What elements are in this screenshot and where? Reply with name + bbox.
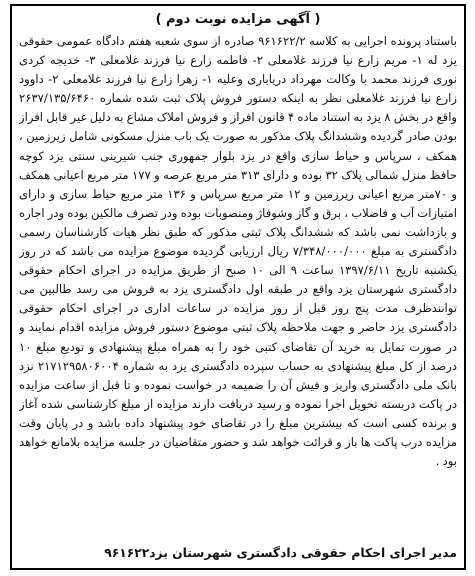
- auction-notice: [10, 4, 466, 570]
- notice-title: ( آگهی مزایده نوبت دوم ): [155, 12, 321, 27]
- notice-body: باستناد پرونده اجرایی به کلاسه ۹۶۱۶۲۲/۲ صادره از سوی شعبه هفتم دادگاه عمومی حقوقی یزد له ۱- مریم زارع نیا فرزند غلامعلی ۲- فاطمه زارع نیا فرزند غلامعلی ۳- خدیجه کردی نوری فرزند محمد با وکالت مهرداد دریاباری وعلیه ۱- زهرا زارع نیا فرزند غلامعلی ۲- داوود زارع نیا فرزند غلامعلی نظر به اینکه دستور فروش پلاک ثبت شده شماره ۲۶۳۷/۱۳۵/۶۴۶۰ واقع در بخش ۸ یزد به استناد ماده ۴ قانون افراز و فروش املاک مشاع به دلیل غیر قابل افراز بودن صادر گردیده وششدانگ پلاک مذکور به صورت یک باب منزل مسکونی شامل زیرزمین ، همکف ، سرپاس و حیاط سازی واقع در یزد بلوار جمهوری جنب شیرینی سنتی یزد کوچه حافظ منزل شمالی پلاک ۳۲ بوده و دارای ۳۱۳ متر مربع عرصه و ۱۷۷ متر مربع اعیانی همکف و ۷۰متر مربع اعیانی زیرزمین و ۱۲ متر مربع سرپاس و ۱۳۶ متر مربع حیاط سازی و دارای امتیازات آب و فاضلاب ، برق و گاز وشوفاژ ومنصوبات بوده ودر تصرف مالکین بوده ودر اجاره و بازداشت نمی باشد که ششدانگ پلاک ثبتی مذکور که طبق نظر هیات کارشناسان رسمی دادگستری به مبلغ ۷/۳۴۸/۰۰۰/۰۰۰ ریال ارزیابی گردیده موضوع مزایده می باشد که در روز یکشنبه تاریخ ۱۳۹۷/۶/۱۱ ساعت ۹ الی ۱۰ صبح از طریق مزایده در اجرای احکام حقوقی دادگستری شهرستان یزد واقع در طبقه اول دادگستری یزد به فروش می رسد طالبین می توانندظرف مدت پنج روز قبل از روز مزایده در ساعات اداری در اجرای احکام حقوقی دادگستری یزد حاضر و جهت ملاحظه پلاک ثبتی موضوع دستور فروش مزایده اقدام نمایند و در صورت تمایل به خرید آن تقاضای کتبی خود را به همراه مبلغ پیشنهادی و تودیع مبلغ ۱۰ درصد از کل مبلغ پیشنهادی به حساب سپرده دادگستری یزد به شماره ۲۱۷۱۲۹۵۸۰۶۰۰۴ نزد بانک ملی دادگستری واریز و فیش آن را ضمیمه در خواست نموده و تا قبل از ساعت مزایده در پاکت دربسته تحویل اجرا نموده و رسید دریافت دارند مزایده از مبلغ کارشناسی شده آغاز و برنده کسی است که بیشترین مبلغ را در تقاضای خود پیشنهاد داده باشد و در پایان وقت مزایده درب پاکت ها باز و قرائت خواهد شد و حضور متقاضیان در جلسه مزایده بلامانع خواهد بود .: [19, 34, 457, 469]
- notice-signature: مدیر اجرای احکام حقوقی دادگستری شهرستان یزد۹۶۱۶۲۲: [104, 546, 457, 560]
